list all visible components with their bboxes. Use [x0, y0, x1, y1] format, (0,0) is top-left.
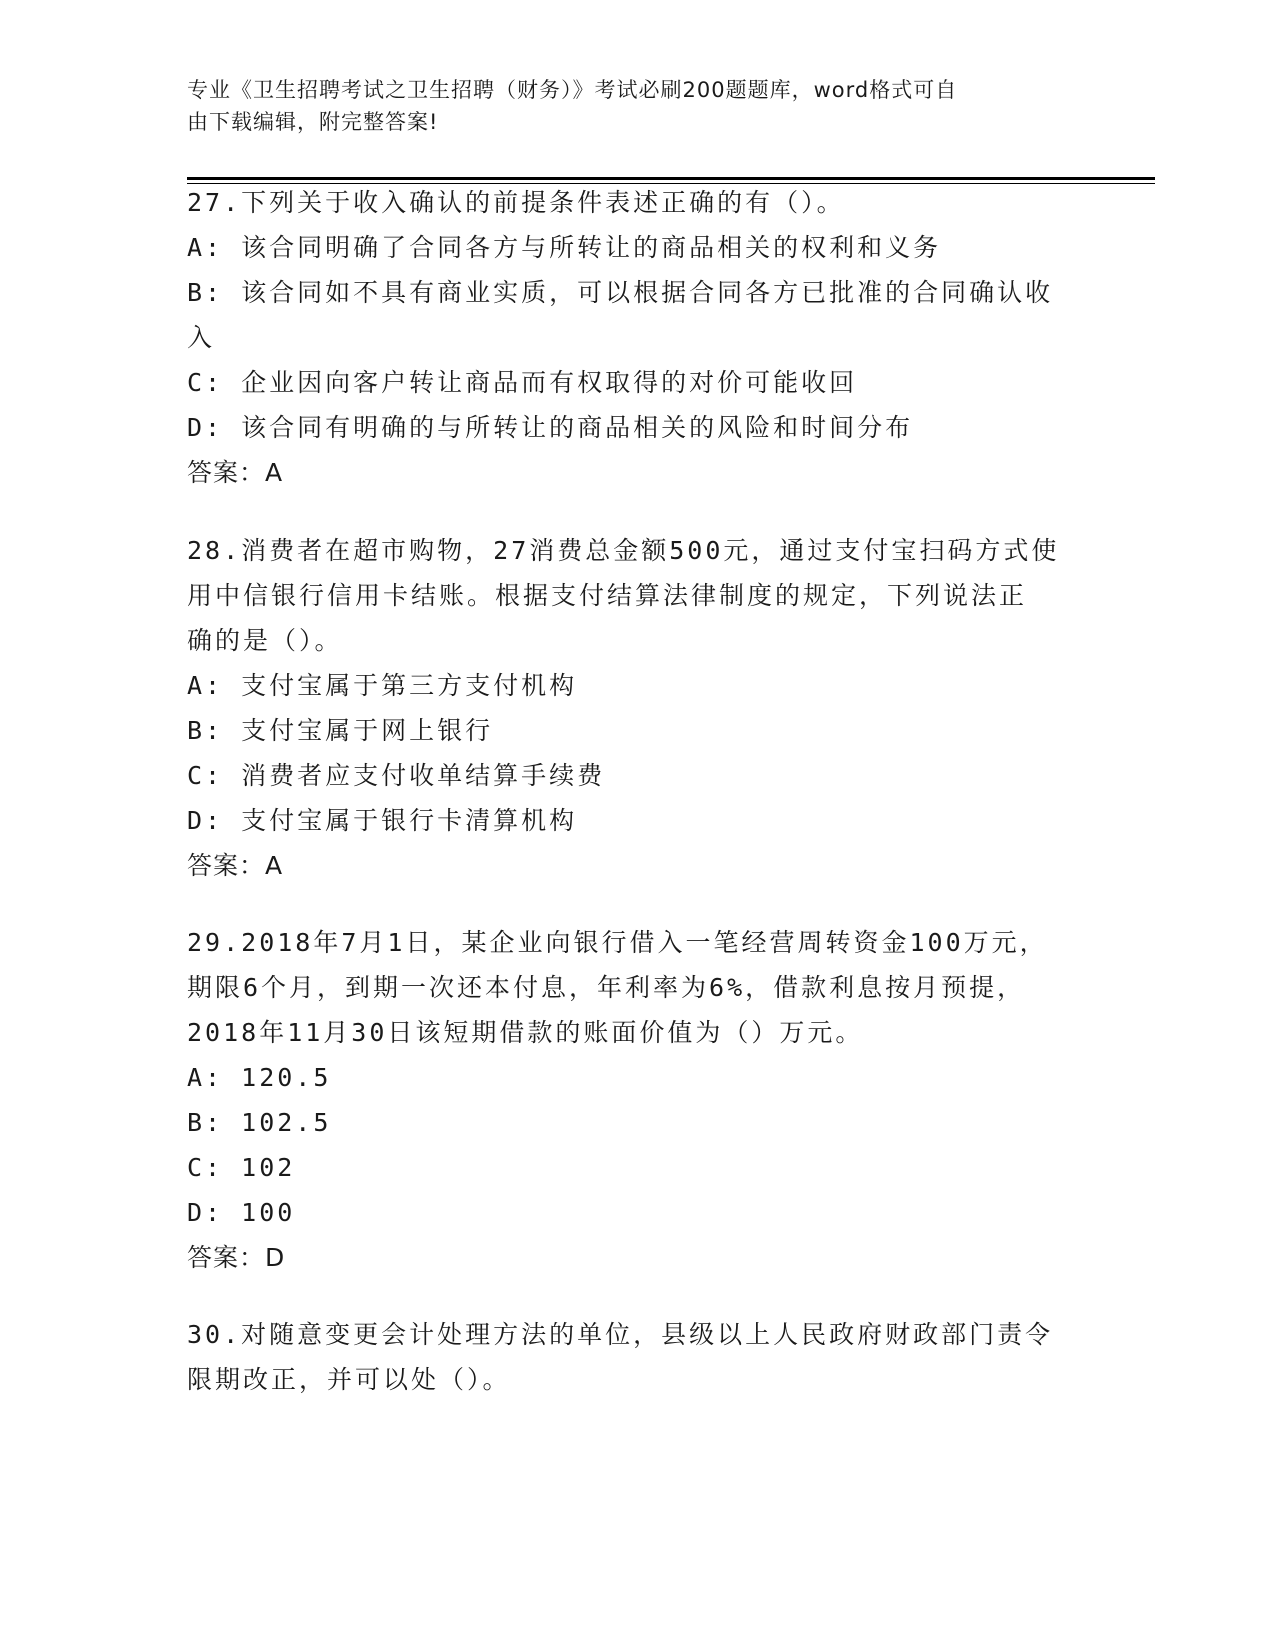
question-stem: 期限6个月，到期一次还本付息，年利率为6%，借款利息按月预提，	[187, 973, 1026, 1002]
option-b: B: 该合同如不具有商业实质，可以根据合同各方已批准的合同确认收	[187, 278, 1054, 307]
question-stem: 用中信银行信用卡结账。根据支付结算法律制度的规定，下列说法正	[187, 581, 1028, 610]
question-28	[187, 528, 1087, 888]
question-stem: 29.2018年7月1日，某企业向银行借入一笔经营周转资金100万元，	[187, 928, 1048, 957]
question-stem: 2018年11月30日该短期借款的账面价值为（）万元。	[187, 1018, 864, 1047]
question-stem: 28.消费者在超市购物，27消费总金额500元，通过支付宝扫码方式使	[187, 536, 1060, 565]
option-a: A: 该合同明确了合同各方与所转让的商品相关的权利和义务	[187, 233, 942, 262]
answer: 答案：A	[187, 458, 284, 487]
option-c: C: 消费者应支付收单结算手续费	[187, 761, 606, 790]
option-d: D: 100	[187, 1198, 296, 1227]
option-b: B: 支付宝属于网上银行	[187, 716, 494, 745]
question-stem: 限期改正，并可以处（）。	[187, 1365, 511, 1394]
option-d: D: 支付宝属于银行卡清算机构	[187, 806, 578, 835]
header-line-2: 由下载编辑，附完整答案!	[187, 110, 439, 134]
header-line-1: 专业《卫生招聘考试之卫生招聘（财务）》考试必刷200题题库，word格式可自	[187, 78, 958, 102]
question-29	[187, 920, 1087, 1280]
option-a: A: 支付宝属于第三方支付机构	[187, 671, 578, 700]
question-stem: 27.下列关于收入确认的前提条件表述正确的有（）。	[187, 188, 845, 217]
document-header	[187, 74, 1067, 138]
question-27	[187, 180, 1087, 495]
option-b: B: 102.5	[187, 1108, 332, 1137]
question-stem: 确的是（）。	[187, 626, 343, 655]
answer: 答案：A	[187, 851, 284, 880]
question-stem: 30.对随意变更会计处理方法的单位，县级以上人民政府财政部门责令	[187, 1320, 1054, 1349]
option-b-continued: 入	[187, 323, 216, 352]
option-c: C: 企业因向客户转让商品而有权取得的对价可能收回	[187, 368, 858, 397]
answer: 答案：D	[187, 1243, 286, 1272]
option-c: C: 102	[187, 1153, 296, 1182]
option-a: A: 120.5	[187, 1063, 332, 1092]
question-30	[187, 1312, 1087, 1402]
option-d: D: 该合同有明确的与所转让的商品相关的风险和时间分布	[187, 413, 914, 442]
